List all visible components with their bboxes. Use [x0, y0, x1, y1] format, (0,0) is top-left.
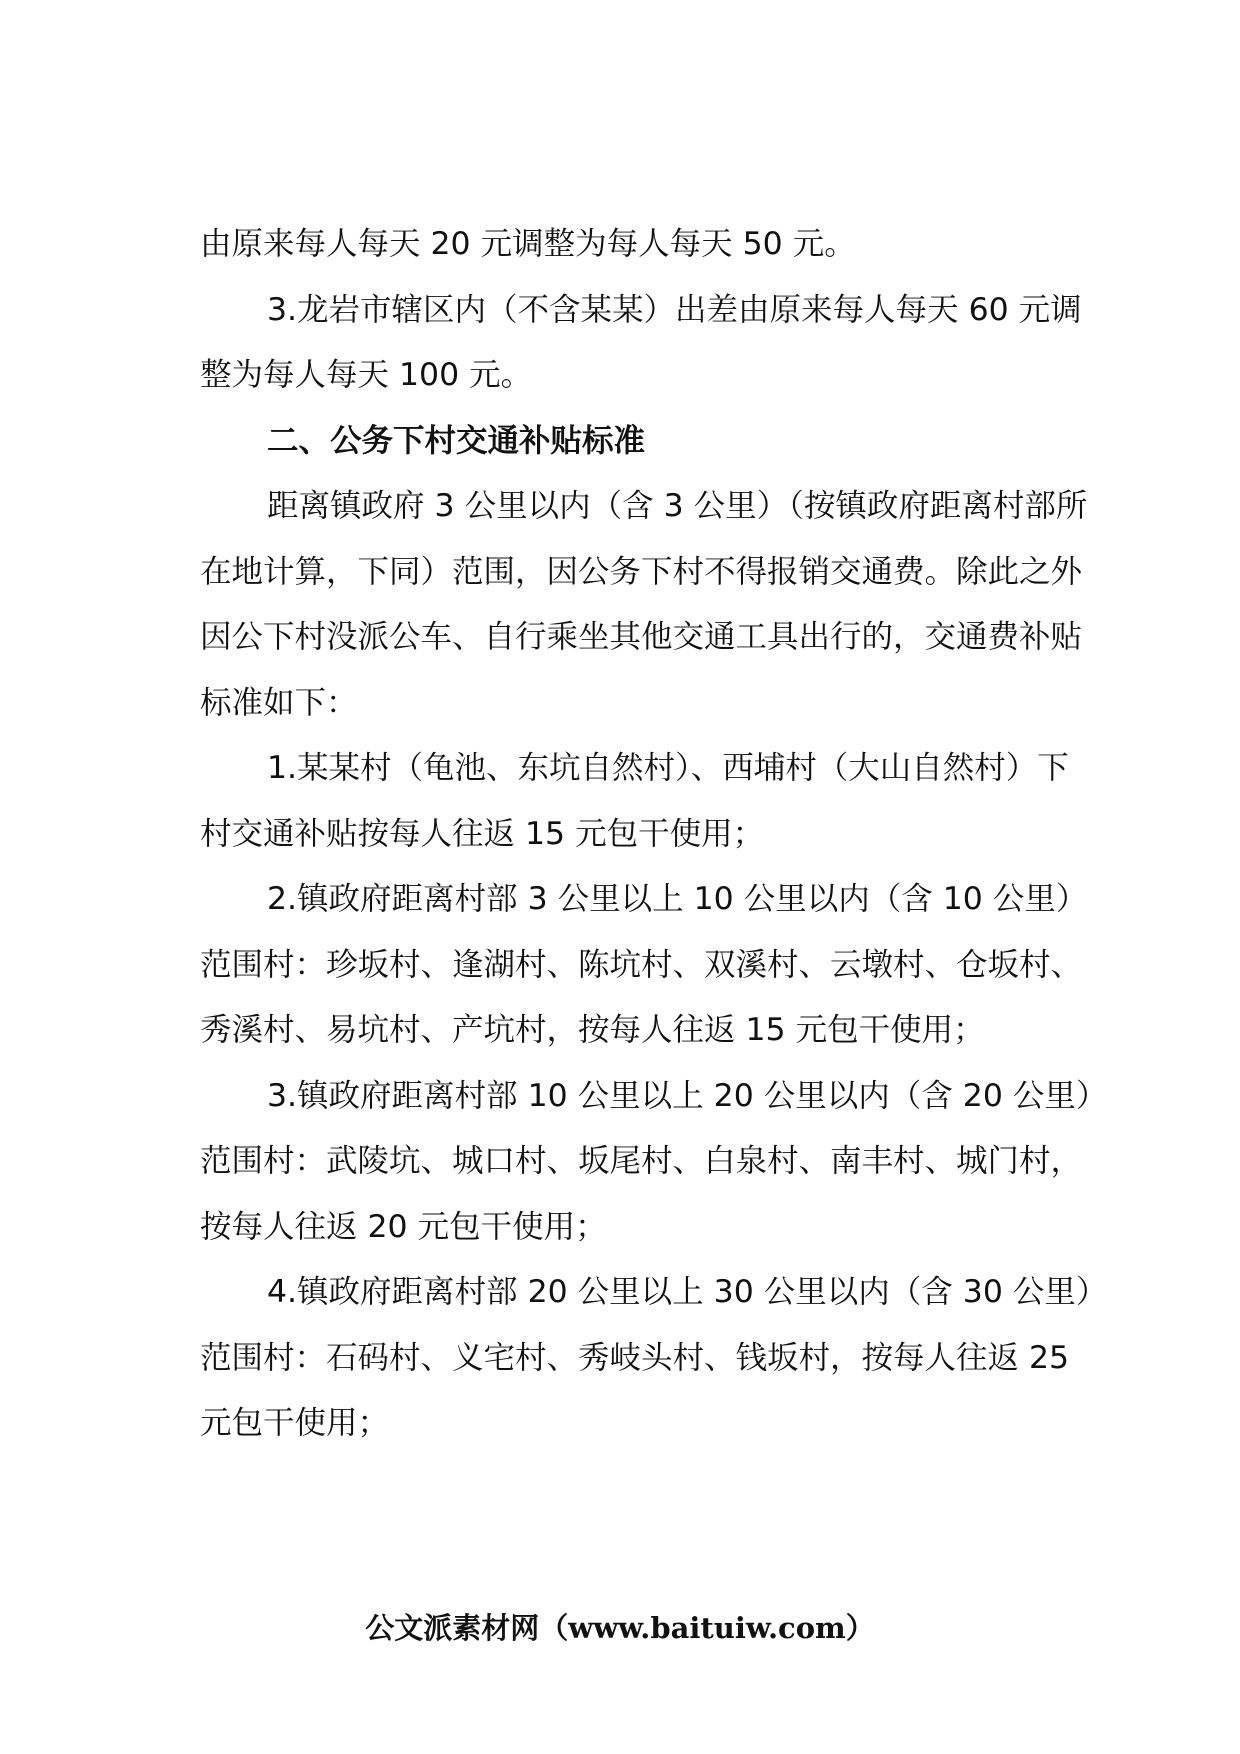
paragraph-item-3-longyan: 3.龙岩市辖区内（不含某某）出差由原来每人每天 60 元调整为每人每天 100 元。 — [200, 291, 1082, 393]
paragraph-distance-rule: 距离镇政府 3 公里以内（含 3 公里）（按镇政府距离村部所在地计算，下同）范围，因公务下村不得报销交通费。除此之外因公下村没派公车、自行乘坐其他交通工具出行的，交通费补贴标准如下： — [200, 488, 1088, 721]
document-body — [200, 212, 1100, 1457]
paragraph-item-4: 4.镇政府距离村部 20 公里以上 30 公里以内（含 30 公里）范围村：石码村、义宅村、秀岐头村、钱坂村，按每人往返 25 元包干使用； — [200, 1274, 1092, 1441]
paragraph-item-3: 3.镇政府距离村部 10 公里以上 20 公里以内（含 20 公里）范围村：武陵坑、城口村、坂尾村、白泉村、南丰村、城门村，按每人往返 20 元包干使用； — [200, 1077, 1092, 1245]
paragraph-item-2: 2.镇政府距离村部 3 公里以上 10 公里以内（含 10 公里）范围村：珍坂村、逢湖村、陈坑村、双溪村、云墩村、仓坂村、秀溪村、易坑村、产坑村，按每人往返 15 元包干使用； — [200, 881, 1088, 1048]
footer-watermark-text: 公文派素材网（www.baituiw.com） — [365, 1611, 875, 1645]
paragraph-continuation: 由原来每人每天 20 元调整为每人每天 50 元。 — [200, 226, 856, 262]
paragraph-item-1: 1.某某村（龟池、东坑自然村）、西埔村（大山自然村）下村交通补贴按每人往返 15 元包干使用； — [200, 750, 1069, 852]
section-heading-transport-subsidy: 二、公务下村交通补贴标准 — [267, 422, 646, 459]
